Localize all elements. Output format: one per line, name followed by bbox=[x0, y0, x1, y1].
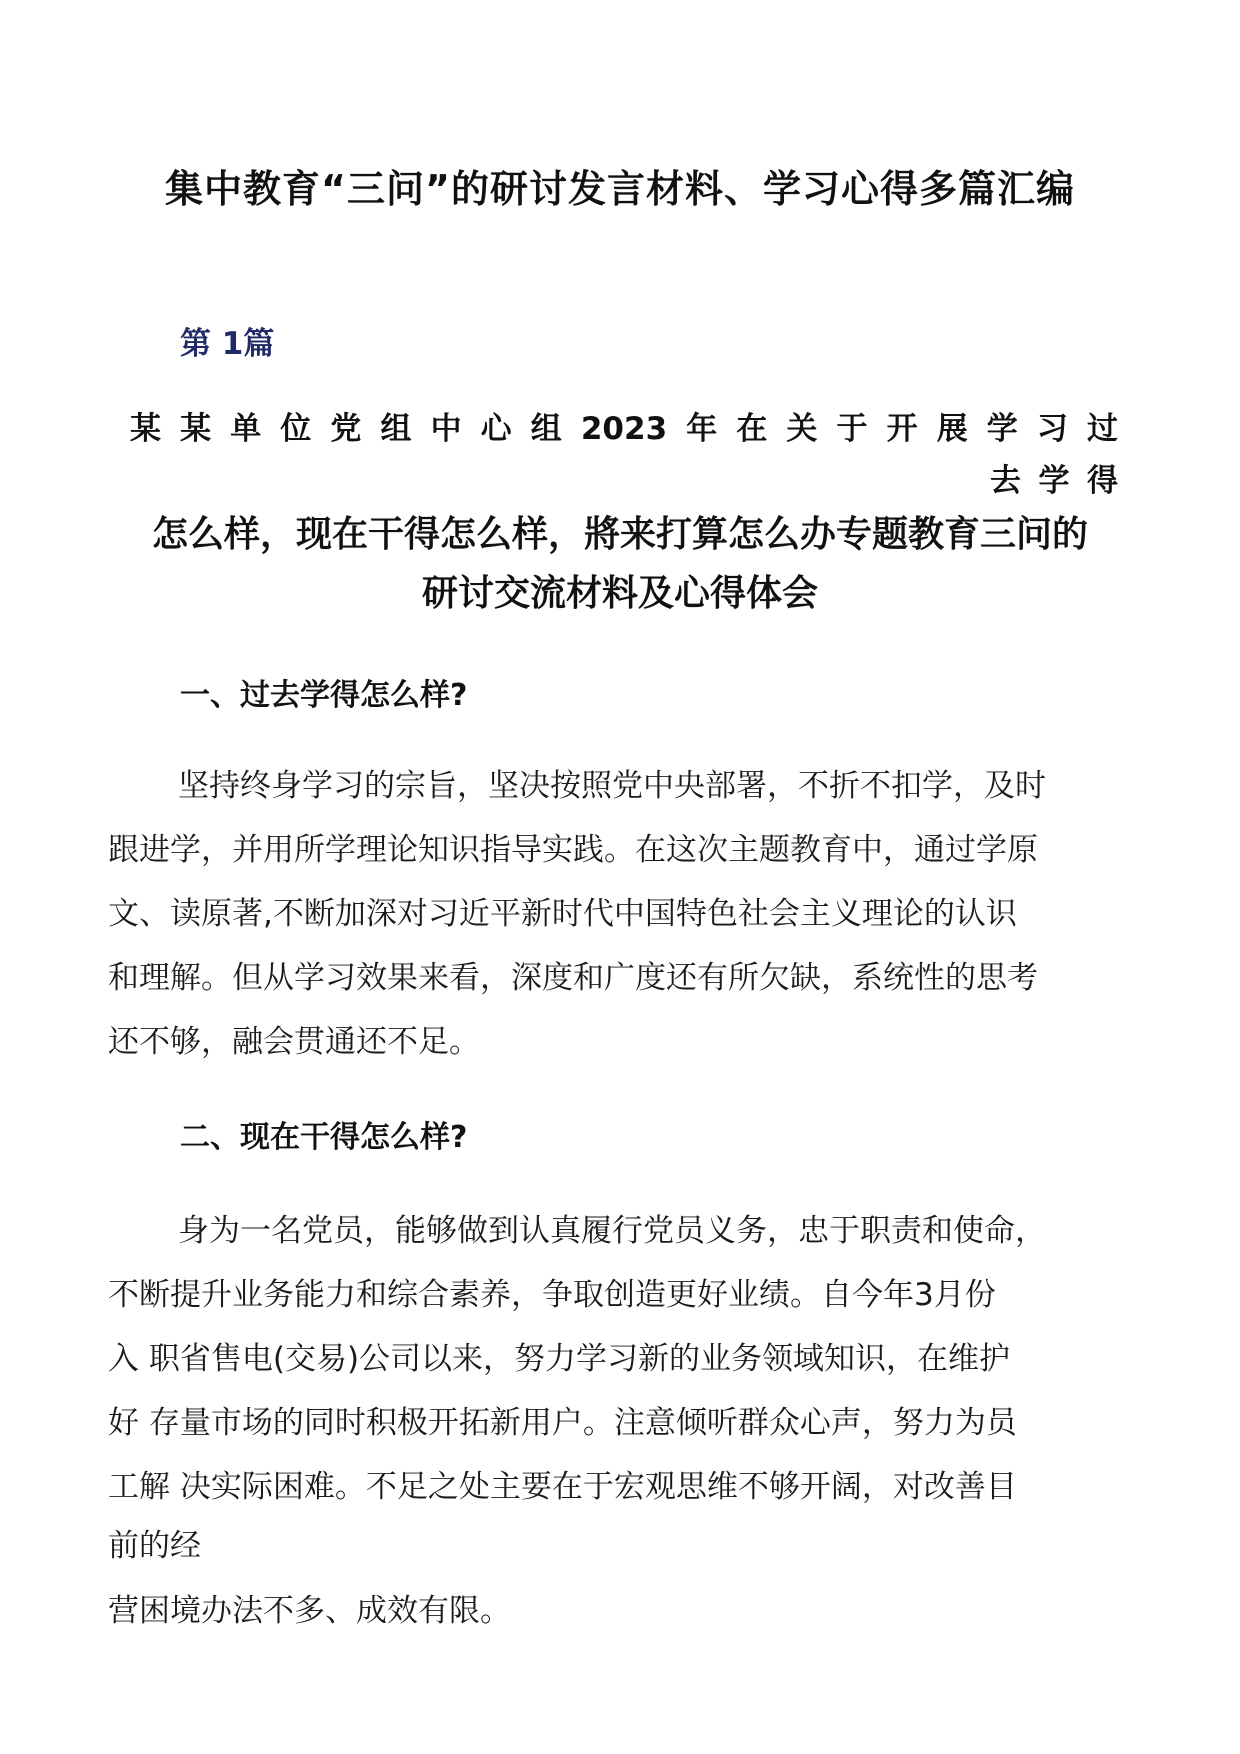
paragraph-line: 还不够，融会贯通还不足。 bbox=[108, 1024, 480, 1060]
paragraph-line: 身为一名党员，能够做到认真履行党员义务，忠于职责和使命， bbox=[178, 1213, 1046, 1249]
chapter-label: 第 1篇 bbox=[180, 326, 275, 362]
section-heading-current-work: 二、现在干得怎么样? bbox=[180, 1120, 468, 1155]
section-heading-past-learning: 一、过去学得怎么样? bbox=[180, 678, 468, 713]
paragraph-line: 跟进学，并用所学理论知识指导实践。在这次主题教育中，通过学原 bbox=[108, 832, 1038, 868]
paragraph-line: 营困境办法不多、成效有限。 bbox=[108, 1593, 511, 1629]
paragraph-line: 文、读原著,不断加深对习近平新时代中国特色社会主义理论的认识 bbox=[108, 896, 1017, 932]
paragraph-line: 坚持终身学习的宗旨，坚决按照党中央部署，不折不扣学，及时 bbox=[178, 768, 1046, 804]
paragraph-line: 好 存量市场的同时积极开拓新用户。注意倾听群众心声，努力为员 bbox=[108, 1405, 1017, 1441]
subtitle-line-4: 研讨交流材料及心得体会 bbox=[421, 573, 818, 614]
subtitle-line-1: 某某单位党组中心组2023年在关于开展学习过 bbox=[130, 411, 1118, 447]
paragraph-line: 前的经 bbox=[108, 1528, 201, 1564]
paragraph-line: 工解 决实际困难。不足之处主要在于宏观思维不够开阔，对改善目 bbox=[108, 1469, 1017, 1505]
paragraph-line: 不断提升业务能力和综合素养，争取创造更好业绩。自今年3月份 bbox=[108, 1277, 996, 1313]
paragraph-line: 入 职省售电(交易)公司以来，努力学习新的业务领域知识，在维护 bbox=[108, 1341, 1011, 1377]
document-title: 集中教育“三问”的研讨发言材料、学习心得多篇汇编 bbox=[165, 167, 1075, 211]
subtitle-line-3: 怎么样，现在干得怎么样，將来打算怎么办专题教育三问的 bbox=[151, 514, 1088, 555]
subtitle-line-2: 去学得 bbox=[990, 463, 1118, 499]
paragraph-line: 和理解。但从学习效果来看，深度和广度还有所欠缺，系统性的思考 bbox=[108, 960, 1038, 996]
